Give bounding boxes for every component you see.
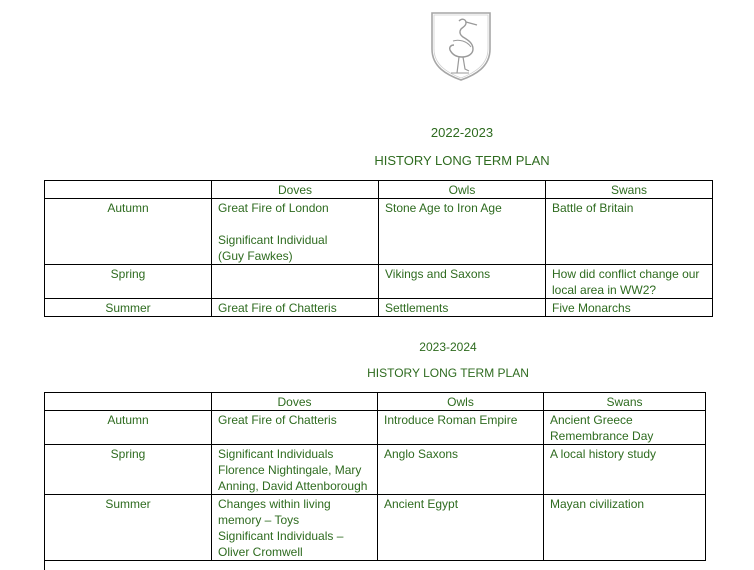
owls-cell [379,299,546,317]
cell-line: Stone Age to Iron Age [385,201,502,215]
swans-cell [544,495,706,561]
cell-line: (Guy Fawkes) [218,249,293,263]
header-cell: Doves [212,181,379,199]
cell-line: Florence Nightingale, Mary [218,463,362,477]
table-row [45,199,713,265]
plan1-year-heading: 2022-2023 [430,125,494,140]
cell-line: Anglo Saxons [384,447,459,461]
cell-line: A local history study [550,447,657,461]
doves-cell [212,299,379,317]
cell-line: Remembrance Day [550,429,654,443]
cell-line: local area in WW2? [552,283,657,297]
swans-cell [544,445,706,495]
doves-cell [212,265,379,299]
header-cell: Doves [212,393,378,411]
season-cell: Autumn [45,411,212,445]
swans-cell [544,411,706,445]
cell-line: Mayan civilization [550,497,645,511]
owls-cell [378,445,544,495]
header-cell [45,393,212,411]
cell-line: How did conflict change our [552,267,700,281]
cell-line [218,216,372,232]
cell-line: Significant Individuals – [218,529,344,543]
heron-crest-icon [429,11,493,81]
season-cell: Spring [45,265,212,299]
header-cell: Swans [546,181,713,199]
cell-line: Significant Individuals [218,447,334,461]
cell-line: Great Fire of Chatteris [218,413,337,427]
header-cell: Owls [379,181,546,199]
owls-cell [378,411,544,445]
cell-line: Significant Individual [218,233,328,247]
plan2-title-heading: HISTORY LONG TERM PLAN [367,366,529,380]
table-row [45,299,713,317]
plan1-table [44,180,713,317]
margin-mark [44,553,45,570]
header-cell: Swans [544,393,706,411]
doves-cell [212,445,378,495]
swans-cell [546,299,713,317]
cell-line: Vikings and Saxons [385,267,491,281]
header-cell [45,181,212,199]
table-row [45,445,706,495]
table-row [45,265,713,299]
doves-cell [212,199,379,265]
owls-cell [378,495,544,561]
cell-line: Ancient Egypt [384,497,459,511]
doves-cell [212,495,378,561]
owls-cell [379,199,546,265]
cell-line: memory – Toys [218,513,300,527]
cell-line: Great Fire of Chatteris [218,301,337,315]
owls-cell [379,265,546,299]
cell-line: Battle of Britain [552,201,634,215]
swans-cell [546,199,713,265]
cell-line: Anning, David Attenborough [218,479,368,493]
cell-line: Great Fire of London [218,201,329,215]
header-cell: Owls [378,393,544,411]
cell-line: Settlements [385,301,449,315]
cell-line: Changes within living [218,497,331,511]
cell-line: Introduce Roman Empire [384,413,518,427]
plan2-year-heading: 2023-2024 [419,340,477,354]
cell-line: Ancient Greece [550,413,633,427]
plan1-title-heading: HISTORY LONG TERM PLAN [374,153,550,168]
season-cell: Summer [45,495,212,561]
season-cell: Summer [45,299,212,317]
table-header-row [45,181,713,199]
swans-cell [546,265,713,299]
season-cell: Spring [45,445,212,495]
table-header-row [45,393,706,411]
cell-line: Oliver Cromwell [218,545,303,559]
table-row [45,495,706,561]
table-row [45,411,706,445]
cell-line: Five Monarchs [552,301,631,315]
plan2-table [44,392,706,561]
season-cell: Autumn [45,199,212,265]
doves-cell [212,411,378,445]
